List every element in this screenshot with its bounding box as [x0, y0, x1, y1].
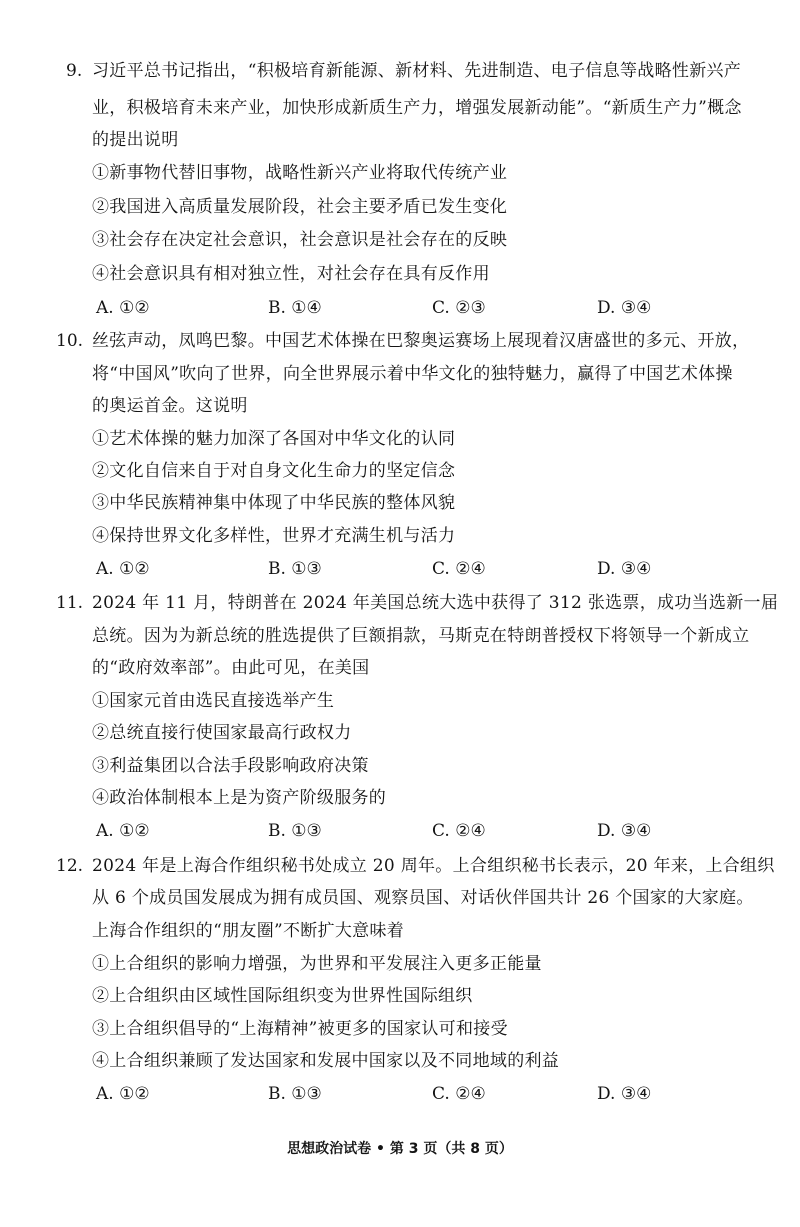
question-stem-line: 将“中国风”吹向了世界，向全世界展示着中华文化的独特魅力，赢得了中国艺术体操 [92, 364, 733, 384]
statement: ②我国进入高质量发展阶段，社会主要矛盾已发生变化 [92, 197, 508, 217]
question-number: 10. [56, 331, 84, 351]
option-a: A. ①② [96, 559, 150, 579]
option-c: C. ②④ [432, 1084, 486, 1104]
option-b: B. ①③ [268, 1084, 322, 1104]
option-a: A. ①② [96, 1084, 150, 1104]
option-d: D. ③④ [597, 1084, 652, 1104]
statement: ①艺术体操的魅力加深了各国对中华文化的认同 [92, 429, 456, 449]
option-c: C. ②③ [432, 298, 486, 318]
option-c: C. ②④ [432, 821, 486, 841]
statement: ③上合组织倡导的“上海精神”被更多的国家认可和接受 [92, 1019, 508, 1039]
statement: ①新事物代替旧事物，战略性新兴产业将取代传统产业 [92, 163, 508, 183]
statement: ③社会存在决定社会意识，社会意识是社会存在的反映 [92, 230, 508, 250]
option-d: D. ③④ [597, 559, 652, 579]
question-stem-line: 2024 年是上海合作组织秘书处成立 20 周年。上合组织秘书长表示，20 年来，上合组织 [92, 856, 775, 876]
question-stem-line: 的奥运首金。这说明 [92, 396, 248, 416]
statement: ④保持世界文化多样性，世界才充满生机与活力 [92, 526, 456, 546]
question-stem-line: 丝弦声动，凤鸣巴黎。中国艺术体操在巴黎奥运赛场上展现着汉唐盛世的多元、开放， [92, 331, 750, 351]
option-b: B. ①③ [268, 559, 322, 579]
question-stem-line: 习近平总书记指出，“积极培育新能源、新材料、先进制造、电子信息等战略性新兴产 [92, 61, 742, 81]
statement: ④社会意识具有相对独立性，对社会存在具有反作用 [92, 264, 490, 284]
statement: ②文化自信来自于对自身文化生命力的坚定信念 [92, 461, 456, 481]
statement: ③利益集团以合法手段影响政府决策 [92, 756, 369, 776]
question-number: 11. [56, 593, 84, 613]
statement: ①国家元首由选民直接选举产生 [92, 691, 335, 711]
question-stem-line: 2024 年 11 月，特朗普在 2024 年美国总统大选中获得了 312 张选票，成功当选新一届 [92, 593, 779, 613]
option-a: A. ①② [96, 821, 150, 841]
question-number: 12. [56, 856, 84, 876]
option-b: B. ①③ [268, 821, 322, 841]
question-stem-line: 从 6 个成员国发展成为拥有成员国、观察员国、对话伙伴国共计 26 个国家的大家庭。 [92, 888, 754, 908]
option-b: B. ①④ [268, 298, 322, 318]
statement: ③中华民族精神集中体现了中华民族的整体风貌 [92, 493, 456, 513]
option-d: D. ③④ [597, 821, 652, 841]
option-a: A. ①② [96, 298, 150, 318]
question-stem-line: 总统。因为为新总统的胜选提供了巨额捐款，马斯克在特朗普授权下将领导一个新成立 [92, 626, 750, 646]
statement: ①上合组织的影响力增强，为世界和平发展注入更多正能量 [92, 954, 542, 974]
question-stem-line: 业，积极培育未来产业，加快形成新质生产力，增强发展新动能”。“新质生产力”概念 [92, 98, 742, 118]
statement: ④政治体制根本上是为资产阶级服务的 [92, 788, 387, 808]
option-d: D. ③④ [597, 298, 652, 318]
question-stem-line: 的“政府效率部”。由此可见，在美国 [92, 658, 370, 678]
question-stem-line: 的提出说明 [92, 130, 179, 150]
question-number: 9. [66, 61, 83, 81]
statement: ②上合组织由区域性国际组织变为世界性国际组织 [92, 986, 473, 1006]
page-footer: 思想政治试卷 • 第 3 页（共 8 页） [287, 1141, 513, 1157]
question-stem-line: 上海合作组织的“朋友圈”不断扩大意味着 [92, 921, 405, 941]
statement: ②总统直接行使国家最高行政权力 [92, 723, 352, 743]
option-c: C. ②④ [432, 559, 486, 579]
statement: ④上合组织兼顾了发达国家和发展中国家以及不同地域的利益 [92, 1051, 560, 1071]
